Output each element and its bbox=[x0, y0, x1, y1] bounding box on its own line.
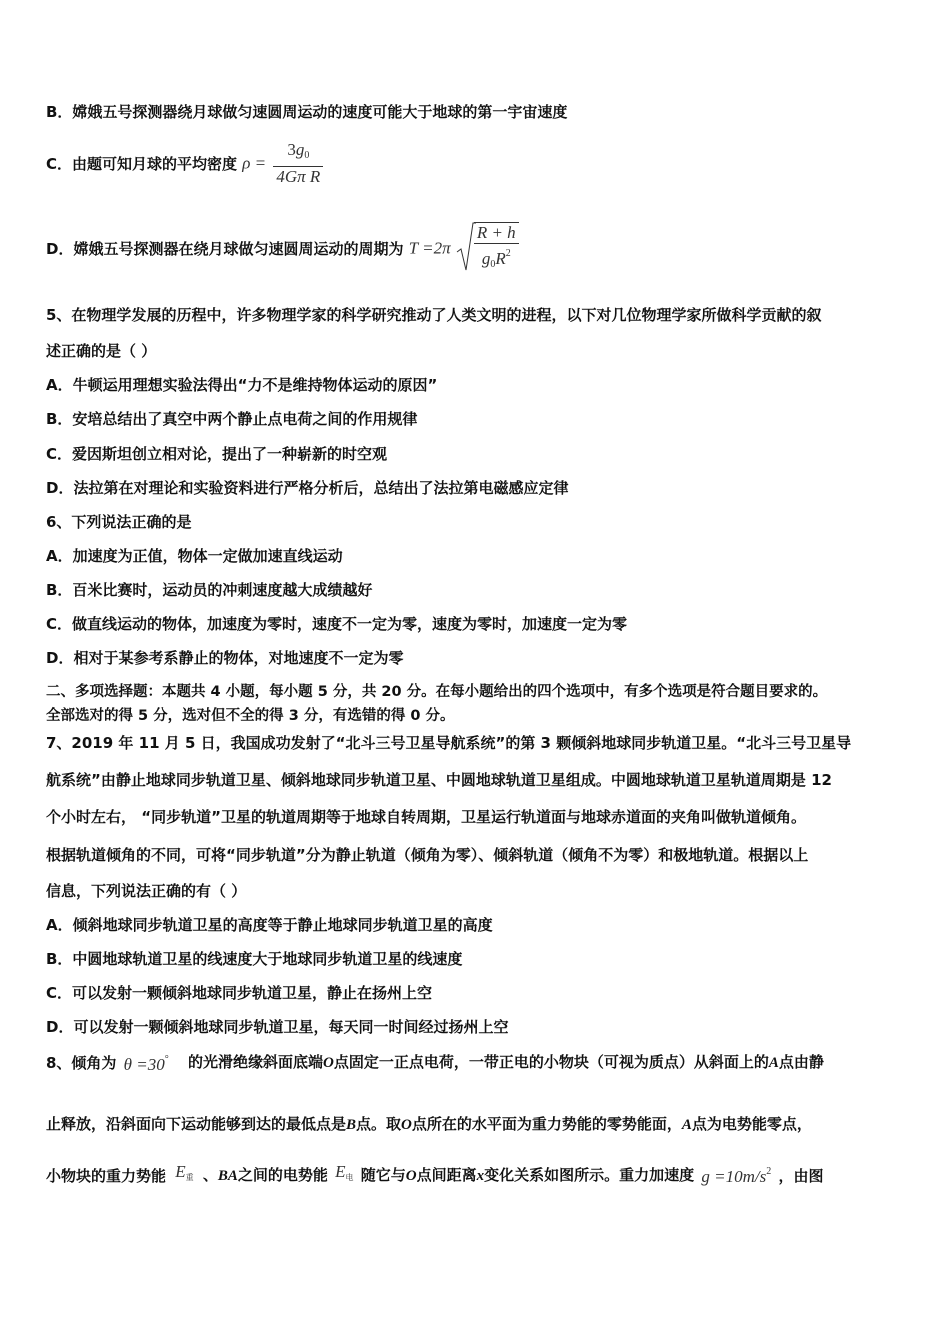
q4-period-den-sub: 0 bbox=[490, 259, 496, 270]
q8-e2-sub: 电 bbox=[345, 1173, 354, 1182]
q8-g-sup: 2 bbox=[766, 1166, 772, 1177]
q6-option-d: D．相对于某参考系静止的物体，对地速度不一定为零 bbox=[46, 649, 404, 667]
q6-stem: 6、下列说法正确的是 bbox=[46, 513, 192, 531]
q4-density-den: 4Gπ R bbox=[276, 167, 321, 186]
q8-l3-text-b: 、 bbox=[202, 1166, 218, 1184]
q8-l3-text-a: 小物块的重力势能 bbox=[46, 1167, 167, 1185]
q8-l1-point-o: O bbox=[323, 1055, 334, 1071]
q8-l2-text-d: 点为电势能零点， bbox=[691, 1115, 812, 1133]
q4-period-sqrt bbox=[456, 222, 519, 275]
q8-theta-value: θ =30 bbox=[123, 1055, 165, 1074]
q7-stem-line3: 个小时左右， “同步轨道”卫星的轨道周期等于地球自转周期，卫星运行轨道面与地球赤道面的夹角叫做轨道倾角。 bbox=[46, 808, 806, 826]
q8-l2-point-a: A bbox=[681, 1117, 692, 1133]
q4-density-num-var: g bbox=[295, 140, 305, 159]
q4-density-num-sub: 0 bbox=[304, 150, 310, 161]
q4-density-lhs: ρ = bbox=[242, 153, 267, 173]
q8-theta-expr bbox=[124, 1050, 169, 1075]
q4-period-lhs: T =2π bbox=[408, 238, 451, 258]
q8-l1-point-a: A bbox=[768, 1055, 779, 1071]
q8-line1 bbox=[46, 1050, 824, 1090]
q8-l1-text-a: 8、倾角为 bbox=[46, 1054, 117, 1072]
q7-option-d: D．可以发射一颗倾斜地球同步轨道卫星，每天同一时间经过扬州上空 bbox=[46, 1018, 509, 1036]
q4-period-den-r: R bbox=[495, 249, 506, 268]
q7-option-b: B．中圆地球轨道卫星的线速度大于地球同步轨道卫星的线速度 bbox=[46, 950, 463, 968]
q7-stem-line2: 航系统”由静止地球同步轨道卫星、倾斜地球同步轨道卫星、中圆地球轨道卫星组成。中圆地球轨道卫星轨道周期是 12 bbox=[46, 771, 832, 789]
q8-l2-text-b: 点。取 bbox=[356, 1115, 402, 1133]
q4-period-den-var: g bbox=[481, 249, 491, 268]
q7-option-c: C．可以发射一颗倾斜地球同步轨道卫星，静止在扬州上空 bbox=[46, 984, 433, 1002]
q8-theta-degree: ° bbox=[164, 1054, 169, 1065]
q4-density-fraction bbox=[273, 140, 323, 187]
q8-l3-point-o: O bbox=[405, 1168, 417, 1184]
sqrt-radical-icon bbox=[456, 222, 476, 272]
q8-l3-text-d: 随它与 bbox=[360, 1166, 406, 1184]
q5-option-a: A．牛顿运用理想实验法得出“力不是维持物体运动的原因” bbox=[46, 376, 438, 394]
q8-l2-point-o: O bbox=[401, 1117, 412, 1133]
q7-stem-line1: 7、2019 年 11 月 5 日，我国成功发射了“北斗三号卫星导航系统”的第 3 颗倾斜地球同步轨道卫星。“北斗三号卫星导 bbox=[46, 734, 852, 752]
q8-l2-point-b: B bbox=[346, 1117, 357, 1133]
q8-l3-segment-ba: BA bbox=[217, 1168, 238, 1184]
q4-option-d bbox=[46, 222, 519, 278]
section2-heading-line2: 全部选对的得 5 分，选对但不全的得 3 分，有选错的得 0 分。 bbox=[46, 708, 455, 724]
q8-l3-text-h: ，由图 bbox=[778, 1167, 824, 1185]
q4-period-num: R + h bbox=[474, 223, 519, 244]
q7-option-a: A．倾斜地球同步轨道卫星的高度等于静止地球同步轨道卫星的高度 bbox=[46, 916, 493, 934]
q7-stem-line4: 根据轨道倾角的不同，可将“同步轨道”分为静止轨道（倾角为零）、倾斜轨道（倾角不为零）和极地轨道。根据以上 bbox=[46, 846, 809, 864]
q5-option-c: C．爱因斯坦创立相对论，提出了一种崭新的时空观 bbox=[46, 445, 388, 463]
q8-l3-text-c: 之间的电势能 bbox=[237, 1166, 328, 1184]
q8-line2 bbox=[46, 1114, 812, 1135]
q8-e2: E bbox=[335, 1162, 346, 1181]
q5-stem-line2: 述正确的是（ ） bbox=[46, 342, 157, 360]
q4-density-num-coef: 3 bbox=[287, 140, 296, 159]
q8-gravity-accel bbox=[701, 1162, 771, 1187]
q8-e1-sub: 重 bbox=[185, 1173, 194, 1182]
q5-option-d: D．法拉第在对理论和实验资料进行严格分析后，总结出了法拉第电磁感应定律 bbox=[46, 479, 569, 497]
q8-l3-var-x: x bbox=[476, 1168, 485, 1184]
q8-g-value: g =10m/s bbox=[701, 1167, 767, 1186]
q4-option-c bbox=[46, 140, 325, 184]
q8-electric-energy-symbol bbox=[335, 1162, 353, 1188]
q8-l1-text-d: 点由静 bbox=[778, 1053, 824, 1071]
q7-stem-line5: 信息，下列说法正确的有（ ） bbox=[46, 882, 247, 900]
q8-e1: E bbox=[175, 1162, 186, 1181]
q8-l2-text-c: 点所在的水平面为重力势能的零势能面， bbox=[411, 1115, 682, 1133]
q6-option-b: B．百米比赛时，运动员的冲刺速度越大成绩越好 bbox=[46, 581, 373, 599]
q8-l3-text-e: 点间距离 bbox=[416, 1166, 477, 1184]
q8-gravity-energy-symbol bbox=[175, 1162, 193, 1188]
q4-option-c-text: C．由题可知月球的平均密度 bbox=[46, 154, 238, 173]
q6-option-a: A．加速度为正值，物体一定做加速直线运动 bbox=[46, 547, 343, 565]
q6-option-c: C．做直线运动的物体，加速度为零时，速度不一定为零，速度为零时，加速度一定为零 bbox=[46, 615, 628, 633]
q8-l2-text-a: 止释放，沿斜面向下运动能够到达的最低点是 bbox=[46, 1115, 347, 1133]
q8-line3 bbox=[46, 1162, 824, 1200]
q4-option-b: B．嫦娥五号探测器绕月球做匀速圆周运动的速度可能大于地球的第一宇宙速度 bbox=[46, 103, 568, 121]
q4-option-d-text: D．嫦娥五号探测器在绕月球做匀速圆周运动的周期为 bbox=[46, 239, 404, 258]
q8-l1-text-b: 的光滑绝缘斜面底端 bbox=[187, 1053, 323, 1071]
q4-period-den-sup: 2 bbox=[505, 248, 511, 259]
section2-heading-line1: 二、多项选择题：本题共 4 小题，每小题 5 分，共 20 分。在每小题给出的四个选项中，有多个选项是符合题目要求的。 bbox=[46, 684, 828, 700]
q8-l3-text-f: 变化关系如图所示。重力加速度 bbox=[484, 1166, 695, 1184]
q8-l1-text-c: 点固定一正点电荷，一带正电的小物块（可视为质点）从斜面上的 bbox=[333, 1053, 769, 1071]
q5-stem-line1: 5、在物理学发展的历程中，许多物理学家的科学研究推动了人类文明的进程，以下对几位物理学家所做科学贡献的叙 bbox=[46, 306, 822, 324]
q5-option-b: B．安培总结出了真空中两个静止点电荷之间的作用规律 bbox=[46, 410, 418, 428]
